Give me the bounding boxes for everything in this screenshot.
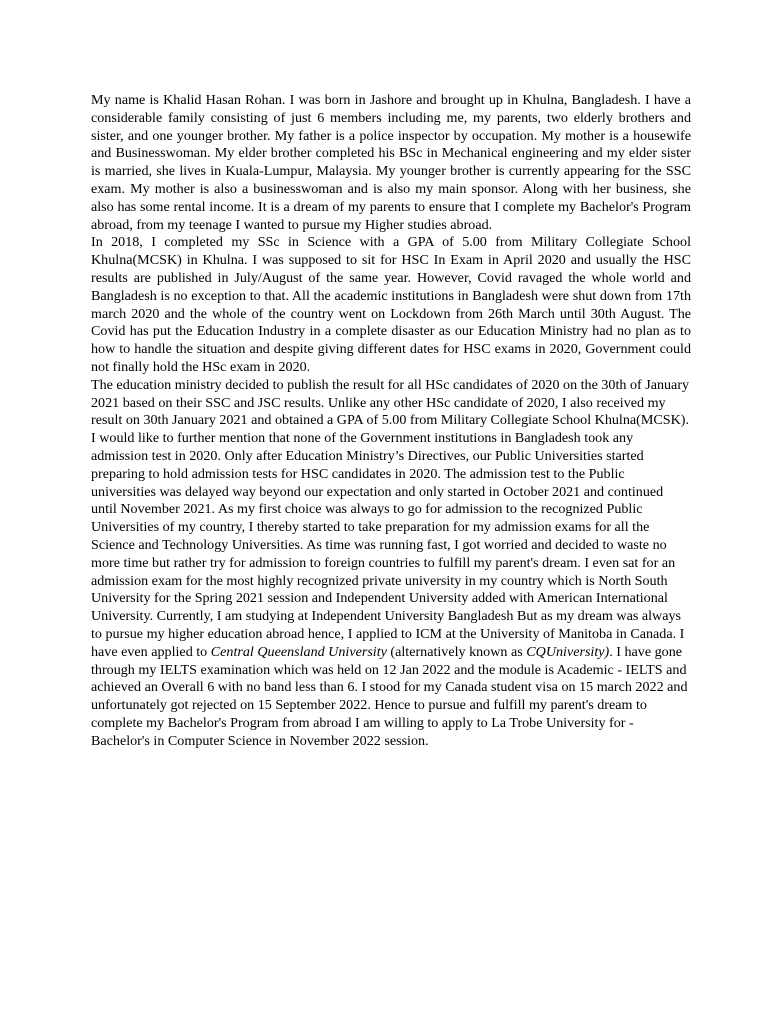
paragraph-intro [91,92,691,234]
paragraph-text: The education ministry decided to publish the result for all HSc candidates of 2020 on the 30th of January 2021 based on their SSC and JSC results. Unlike any other HSc candidate of 2020, I also received my result on 30th January 2021 and obtained a GPA of 5.00 from Military Collegiate School Khulna(MCSK). I would like to further mention that none of the Government institutions in Bangladesh took any admission test in 2020. Only after Education Ministry’s Directives, our Public Universities started preparing to hold admission tests for HSC candidates in 2020. The admission test to the Public universities was delayed way beyond our expectation and only started in October 2021 and continued until November 2021. As my first choice was always to go for admission to the recognized Public Universities of my country, I thereby started to take preparation for my admission exams for all the Science and Technology Universities. As time was running fast, I got worried and decided to waste no more time but rather try for admission to foreign countries to fulfill my parent's dream. I even sat for an admission exam for the most highly recognized private university in my country which is North South University for the Spring 2021 session and Independent University added with American International University. Currently, I am studying at Independent University Bangladesh But as my dream was always to pursue my higher education abroad hence, I applied to ICM at the University of Manitoba in Canada. I have even applied to [91,376,690,660]
paragraph-admission [91,377,691,751]
paragraph-education [91,234,691,376]
paragraph-text: . I have gone through my IELTS examination which was held on 12 Jan 2022 and the module is Academic - IELTS and achieved an Overall 6 with no band less than 6. I stood for my Canada student visa on 15 march 2022 and unfortunately got rejected on 15 September 2022. Hence to pursue and fulfill my parent's dream to complete my Bachelor's Program from abroad I am willing to apply to La Trobe University for -Bachelor's in Computer Science in November 2022 session. [91,643,688,749]
paragraph-text: My name is Khalid Hasan Rohan. I was born in Jashore and brought up in Khulna, Bangladesh. I have a considerable family consisting of just 6 members including me, my parents, two elderly brothers and sister, and one younger brother. My father is a police inspector by occupation. My mother is a housewife and Businesswoman. My elder brother completed his BSc in Mechanical engineering and my elder sister is married, she lives in Kuala-Lumpur, Malaysia. My younger brother is currently appearing for the SSC exam. My mother is also a businesswoman and is also my main sponsor. Along with her business, she also has some rental income. It is a dream of my parents to ensure that I complete my Bachelor's Program abroad, from my teenage I wanted to pursue my Higher studies abroad. [91,92,691,233]
university-name-italic: Central Queensland University [210,643,387,660]
university-alias-italic: CQUniversity) [526,643,610,660]
paragraph-text: (alternatively known as [386,643,527,660]
body-text [91,92,691,750]
paragraph-text: In 2018, I completed my SSc in Science with a GPA of 5.00 from Military Collegiate School Khulna(MCSK) in Khulna. I was supposed to sit for HSC In Exam in April 2020 and usually the HSC results are published in July/August of the same year. However, Covid ravaged the whole world and Bangladesh is no exception to that. All the academic institutions in Bangladesh were shut down from 17th march 2020 and the whole of the country went on Lockdown from 26th March until 30th August. The Covid has put the Education Industry in a complete disaster as our Education Ministry had no plan as to how to handle the situation and despite giving different dates for HSC exams in 2020, Government could not finally hold the HSc exam in 2020. [91,234,691,375]
